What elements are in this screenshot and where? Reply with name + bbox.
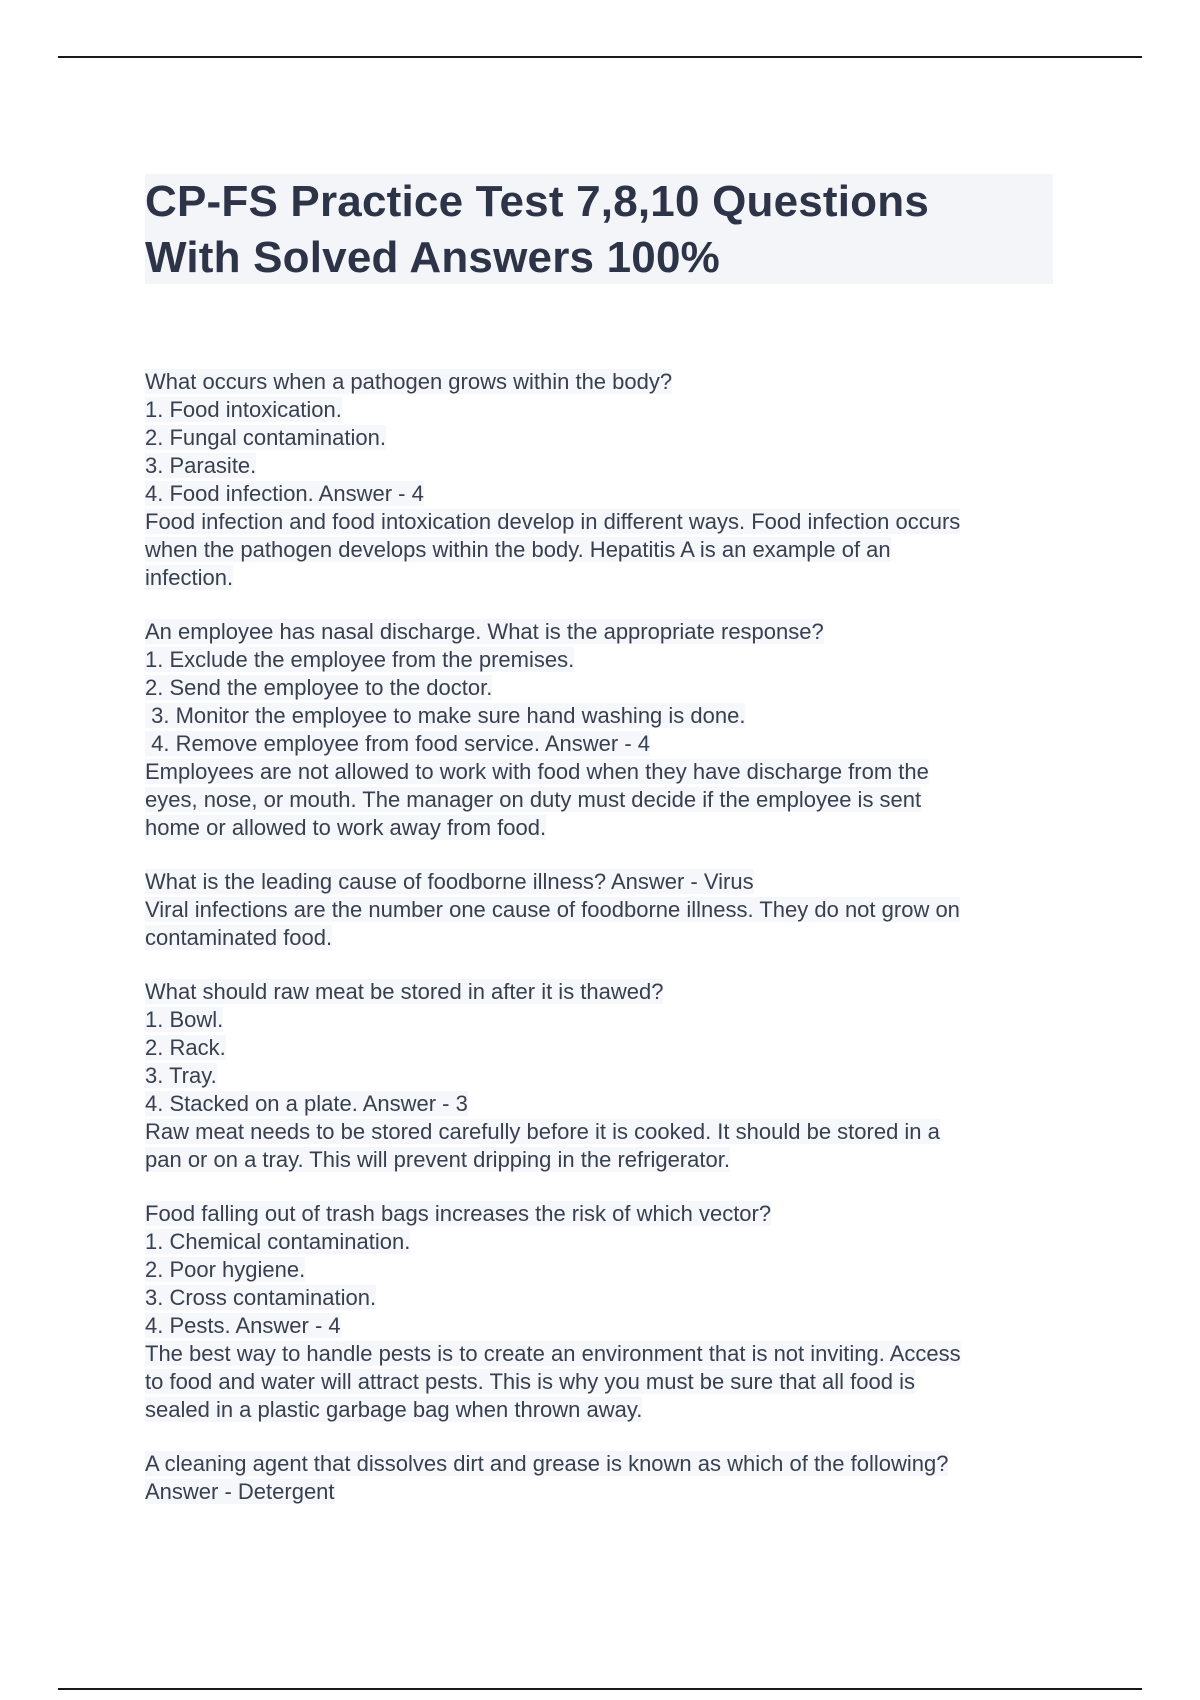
document-title (145, 174, 1053, 286)
question-line (145, 814, 1065, 842)
question-line-text: 4. Pests. Answer - 4 (145, 1313, 341, 1338)
question-line (145, 674, 1065, 702)
question-line (145, 730, 1065, 758)
question-line-text: sealed in a plastic garbage bag when thrown away. (145, 1397, 643, 1422)
question-line-text: 1. Exclude the employee from the premises. (145, 647, 575, 672)
question-block (145, 1450, 1065, 1506)
question-list (145, 368, 1065, 1532)
bottom-rule (58, 1688, 1142, 1690)
question-line (145, 536, 1065, 564)
question-line (145, 1284, 1065, 1312)
question-line-text: 3. Cross contamination. (145, 1285, 377, 1310)
question-line (145, 1006, 1065, 1034)
question-line-text: Employees are not allowed to work with food when they have discharge from the (145, 759, 929, 784)
question-line (145, 1090, 1065, 1118)
title-line-2: With Solved Answers 100% (145, 233, 720, 282)
question-line (145, 702, 1065, 730)
question-line (145, 1228, 1065, 1256)
question-line-text: Food falling out of trash bags increases the risk of which vector? (145, 1201, 772, 1226)
question-block (145, 868, 1065, 952)
question-line (145, 618, 1065, 646)
question-line-text: A cleaning agent that dissolves dirt and grease is known as which of the following? (145, 1451, 949, 1476)
question-line-text: What occurs when a pathogen grows within the body? (145, 369, 673, 394)
question-line-text: 3. Monitor the employee to make sure hand washing is done. (145, 703, 746, 728)
question-line (145, 1256, 1065, 1284)
question-block (145, 1200, 1065, 1424)
question-line-text: Food infection and food intoxication develop in different ways. Food infection occurs (145, 509, 961, 534)
question-line-text: 1. Food intoxication. (145, 397, 342, 422)
title-block (145, 174, 1053, 284)
question-line (145, 1118, 1065, 1146)
question-line-text: 2. Fungal contamination. (145, 425, 386, 450)
question-line-text: 2. Send the employee to the doctor. (145, 675, 493, 700)
question-line (145, 1450, 1065, 1478)
question-block (145, 368, 1065, 592)
question-line-text: 4. Food infection. Answer - 4 (145, 481, 424, 506)
question-line-text: 4. Remove employee from food service. Answer - 4 (145, 731, 650, 756)
question-line (145, 1062, 1065, 1090)
question-line (145, 758, 1065, 786)
question-line (145, 1478, 1065, 1506)
question-line-text: 3. Tray. (145, 1063, 217, 1088)
question-line (145, 978, 1065, 1006)
question-line (145, 1312, 1065, 1340)
top-rule (58, 56, 1142, 58)
question-line-text: An employee has nasal discharge. What is the appropriate response? (145, 619, 824, 644)
question-line-text: The best way to handle pests is to create an environment that is not inviting. Access (145, 1341, 961, 1366)
question-line (145, 368, 1065, 396)
question-line-text: home or allowed to work away from food. (145, 815, 547, 840)
question-line (145, 1340, 1065, 1368)
question-block (145, 978, 1065, 1174)
question-line (145, 1034, 1065, 1062)
question-line-text: What should raw meat be stored in after it is thawed? (145, 979, 664, 1004)
question-line (145, 786, 1065, 814)
question-line (145, 452, 1065, 480)
question-line-text: Viral infections are the number one cause of foodborne illness. They do not grow on (145, 897, 960, 922)
question-line (145, 1146, 1065, 1174)
question-line (145, 1396, 1065, 1424)
question-line (145, 1200, 1065, 1228)
question-line-text: infection. (145, 565, 234, 590)
question-line (145, 424, 1065, 452)
question-line-text: to food and water will attract pests. This is why you must be sure that all food is (145, 1369, 915, 1394)
question-line (145, 896, 1065, 924)
question-line (145, 1368, 1065, 1396)
question-line-text: eyes, nose, or mouth. The manager on duty must decide if the employee is sent (145, 787, 922, 812)
title-line-1: CP-FS Practice Test 7,8,10 Questions (145, 177, 930, 226)
question-line-text: pan or on a tray. This will prevent dripping in the refrigerator. (145, 1147, 730, 1172)
question-line-text: Raw meat needs to be stored carefully before it is cooked. It should be stored in a (145, 1119, 940, 1144)
question-line (145, 396, 1065, 424)
question-line-text: Answer - Detergent (145, 1479, 335, 1504)
question-line-text: 1. Chemical contamination. (145, 1229, 411, 1254)
question-line (145, 564, 1065, 592)
question-block (145, 618, 1065, 842)
question-line-text: What is the leading cause of foodborne illness? Answer - Virus (145, 869, 754, 894)
question-line (145, 508, 1065, 536)
question-line-text: 1. Bowl. (145, 1007, 224, 1032)
question-line (145, 924, 1065, 952)
question-line (145, 480, 1065, 508)
question-line-text: contaminated food. (145, 925, 333, 950)
question-line (145, 868, 1065, 896)
question-line-text: when the pathogen develops within the body. Hepatitis A is an example of an (145, 537, 891, 562)
question-line (145, 646, 1065, 674)
question-line-text: 2. Rack. (145, 1035, 226, 1060)
question-line-text: 2. Poor hygiene. (145, 1257, 306, 1282)
question-line-text: 4. Stacked on a plate. Answer - 3 (145, 1091, 468, 1116)
question-line-text: 3. Parasite. (145, 453, 257, 478)
